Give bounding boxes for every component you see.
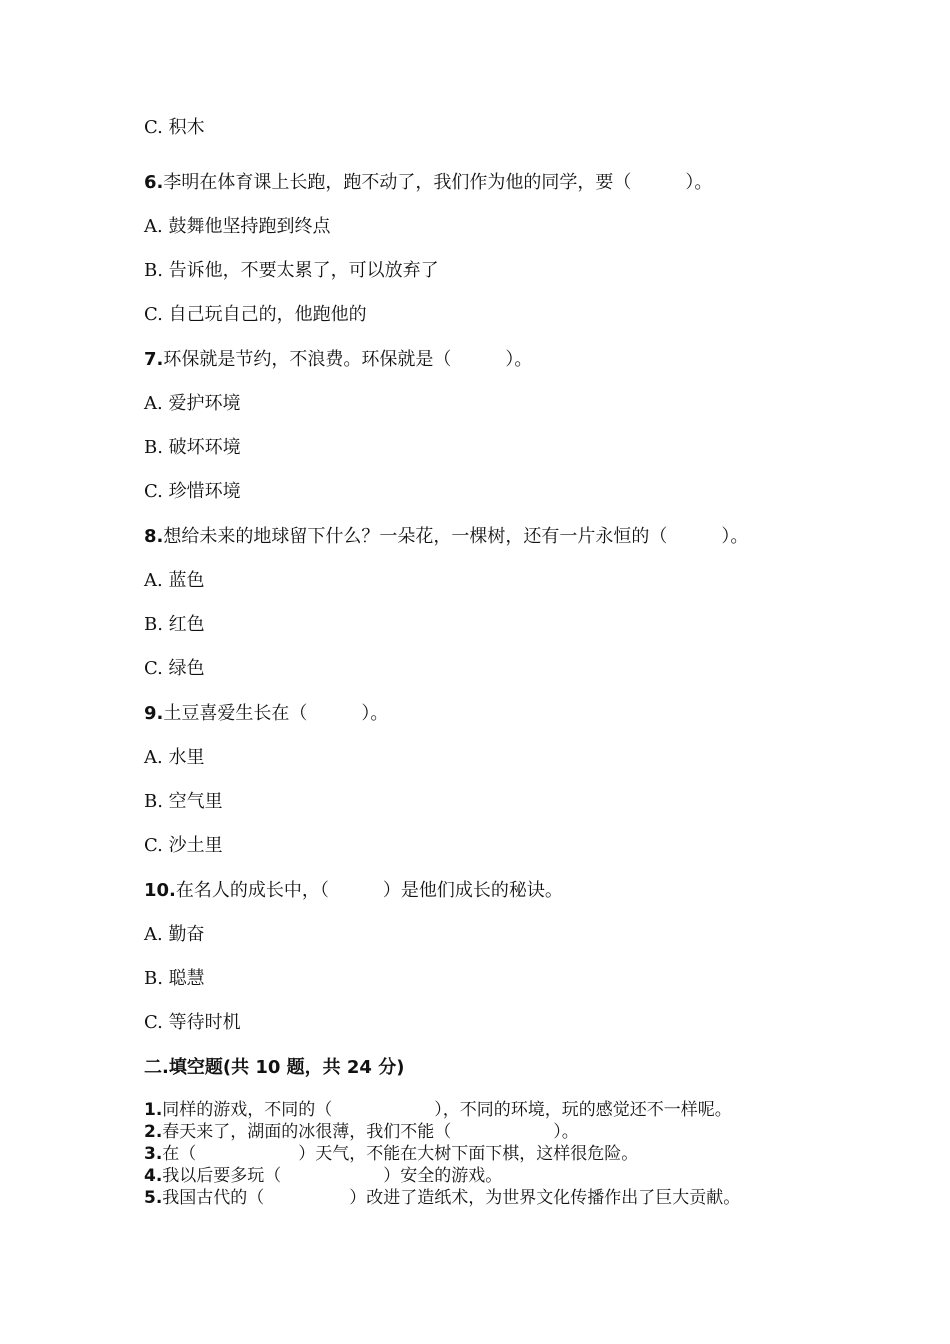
question-number: 10.: [144, 880, 176, 901]
question-9: 9.土豆喜爱生长在（ ）。: [144, 703, 389, 724]
question-number: 6.: [144, 172, 164, 193]
option-6b: B. 告诉他，不要太累了，可以放弃了: [144, 260, 439, 281]
option-5c: C. 积木: [144, 117, 205, 138]
fill-blank-1: 1.同样的游戏，不同的（ ），不同的环境，玩的感觉还不一样呢。: [144, 1100, 732, 1120]
section-title: 二.填空题(共 10 题，共 24 分): [144, 1057, 405, 1078]
option-6a: A. 鼓舞他坚持跑到终点: [144, 216, 331, 237]
option-10c: C. 等待时机: [144, 1012, 241, 1033]
question-number: 7.: [144, 349, 164, 370]
option-8b: B. 红色: [144, 614, 205, 635]
option-7c: C. 珍惜环境: [144, 481, 241, 502]
option-9b: B. 空气里: [144, 791, 223, 812]
option-9c: C. 沙土里: [144, 835, 223, 856]
question-number: 2.: [144, 1122, 163, 1142]
fill-blank-4: 4.我以后要多玩（ ）安全的游戏。: [144, 1166, 503, 1186]
option-7a: A. 爱护环境: [144, 393, 241, 414]
option-7b: B. 破坏环境: [144, 437, 241, 458]
question-number: 8.: [144, 526, 164, 547]
question-number: 5.: [144, 1188, 163, 1208]
question-6: 6.李明在体育课上长跑，跑不动了，我们作为他的同学，要（ ）。: [144, 172, 713, 193]
option-9a: A. 水里: [144, 747, 205, 768]
question-7: 7.环保就是节约，不浪费。环保就是（ ）。: [144, 349, 533, 370]
fill-blank-2: 2.春天来了，湖面的冰很薄，我们不能（ ）。: [144, 1122, 579, 1142]
question-number: 1.: [144, 1100, 163, 1120]
question-number: 3.: [144, 1144, 163, 1164]
option-6c: C. 自己玩自己的，他跑他的: [144, 304, 367, 325]
fill-blank-3: 3.在（ ）天气，不能在大树下面下棋，这样很危险。: [144, 1144, 639, 1164]
question-10: 10.在名人的成长中，（ ）是他们成长的秘诀。: [144, 880, 563, 901]
question-number: 9.: [144, 703, 164, 724]
question-number: 4.: [144, 1166, 163, 1186]
option-8a: A. 蓝色: [144, 570, 205, 591]
option-10b: B. 聪慧: [144, 968, 205, 989]
question-8: 8.想给未来的地球留下什么？一朵花，一棵树，还有一片永恒的（ ）。: [144, 526, 749, 547]
option-8c: C. 绿色: [144, 658, 205, 679]
fill-blank-5: 5.我国古代的（ ）改进了造纸术，为世界文化传播作出了巨大贡献。: [144, 1188, 741, 1208]
option-10a: A. 勤奋: [144, 924, 205, 945]
